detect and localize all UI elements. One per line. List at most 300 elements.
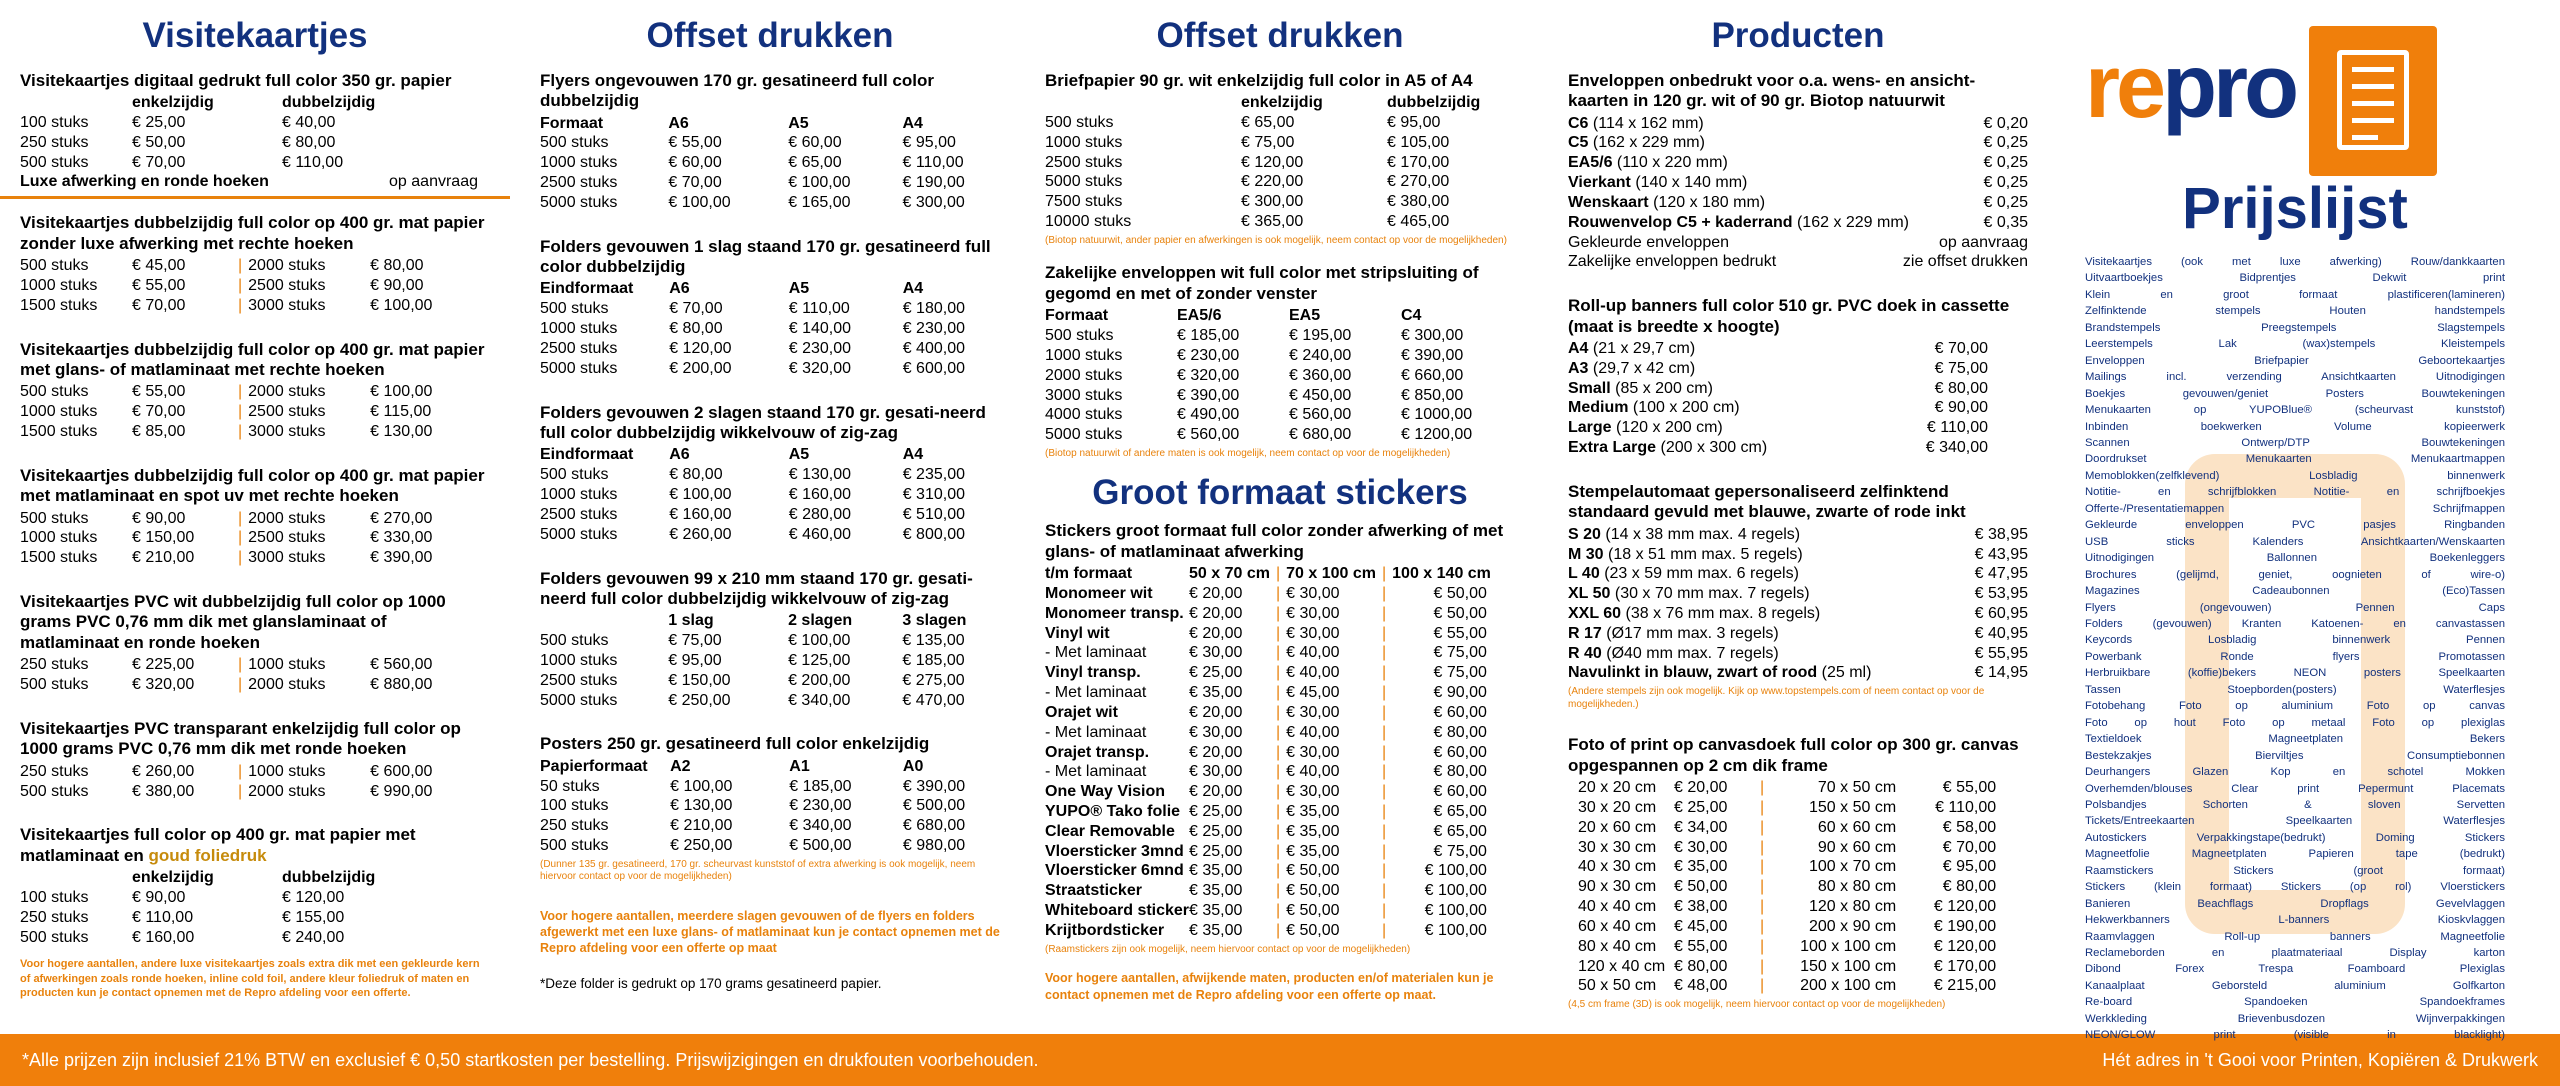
table-cell: Vinyl wit — [1045, 624, 1110, 642]
product-item: Memoblokken(zelfklevend) — [2085, 469, 2220, 482]
column-separator: | — [1760, 977, 1765, 995]
logo-wordmark: repro — [2085, 37, 2296, 137]
table-cell: 5000 stuks — [540, 193, 618, 211]
table-cell: € 45,00 — [1286, 684, 1340, 702]
table-cell: 250 stuks — [20, 762, 89, 780]
table-cell: 3000 stuks — [1045, 386, 1123, 404]
table-cell: 1000 stuks — [540, 486, 618, 504]
product-name: S 20 — [1568, 525, 1601, 543]
product-row — [1568, 359, 2028, 379]
product-item: YUPOBlue® — [2249, 404, 2312, 417]
table-cell: € 50,00 — [1286, 902, 1340, 920]
column-separator: | — [238, 403, 243, 421]
product-item: Menukaartmappen — [2410, 453, 2506, 466]
section-title: Folders gevouwen 1 slag staand 170 gr. gesatineerd full color dubbelzijdig — [540, 236, 991, 277]
table-cell: - Met laminaat — [1045, 723, 1147, 741]
option-line: Zakelijke enveloppen bedrukt zie offset drukken — [1568, 253, 2028, 271]
table-cell: € 58,00 — [1942, 818, 1997, 836]
table-cell: 3000 stuks — [248, 296, 326, 314]
table-cell: € 75,00 — [1433, 644, 1487, 662]
footnote: *Deze folder is gedrukt op 170 grams gesatineerd papier. — [540, 975, 882, 991]
table-cell: 80 x 80 cm — [1817, 878, 1897, 896]
table-cell: 10000 stuks — [1045, 213, 1132, 231]
table-cell: - Met laminaat — [1045, 684, 1147, 702]
table-cell: € 275,00 — [902, 671, 965, 689]
table-cell: € 100,00 — [670, 777, 733, 795]
table-row — [1045, 346, 1501, 366]
table-cell: 40 x 30 cm — [1578, 858, 1657, 876]
column-header: dubbelzijdig — [282, 869, 376, 887]
table-cell: € 70,00 — [132, 296, 186, 314]
product-item: Speelkaarten — [2438, 667, 2506, 680]
column-separator: | — [1275, 842, 1281, 860]
product-list-line — [2085, 961, 2505, 977]
table-cell: € 80,00 — [669, 466, 723, 484]
product-item: Ansichtkaarten — [2321, 371, 2396, 384]
product-row — [1568, 193, 2028, 213]
table-header-row — [540, 445, 1000, 465]
column-header: enkelzijdig — [132, 94, 214, 112]
table-cell: Clear Removable — [1045, 822, 1175, 840]
column-header: dubbelzijdig — [282, 94, 376, 112]
product-item: Stoepborden(posters) — [2227, 683, 2337, 696]
table-cell: Eindformaat — [540, 280, 634, 298]
product-item: Bidprentjes — [2239, 272, 2296, 285]
table-cell: € 120,00 — [1933, 937, 1997, 955]
table-row — [540, 133, 1000, 153]
column-separator: | — [1275, 882, 1281, 900]
table-cell: 1000 stuks — [1045, 346, 1123, 364]
table-cell: 2000 stuks — [248, 782, 326, 800]
table-cell: Formaat — [540, 114, 604, 132]
price-section — [20, 71, 490, 200]
table-cell: € 90,00 — [132, 888, 186, 906]
table-row — [1045, 153, 1507, 173]
table-cell: € 560,00 — [370, 656, 433, 674]
product-item: Bouwtekeningen — [2421, 436, 2506, 449]
table-cell: € 50,00 — [1286, 862, 1340, 880]
product-item: Tassen — [2085, 683, 2121, 696]
column-separator: | — [1382, 703, 1387, 721]
product-spec: (114 x 162 mm) — [1592, 114, 1704, 132]
table-cell: 500 stuks — [20, 676, 89, 694]
small-note: (Andere stempels zijn ook mogelijk. Kijk op www.topstempels.com of neem contact op voor de mogelijkheden.) — [1568, 686, 1985, 710]
table-cell: € 30,00 — [1286, 743, 1340, 761]
price-table — [20, 762, 432, 802]
product-item: Slagstempels — [2437, 321, 2506, 334]
table-cell: € 35,00 — [1286, 842, 1340, 860]
column-separator: | — [238, 676, 243, 694]
product-list-line — [2085, 303, 2505, 319]
product-item: Glazen — [2192, 766, 2229, 779]
table-cell: Vinyl transp. — [1045, 664, 1141, 682]
table-cell: € 170,00 — [1387, 153, 1450, 171]
product-row — [1568, 663, 2028, 683]
small-note: (Dunner 135 gr. gesatineerd, 170 gr. scheurvast kunststof of extra afwerking is ook mogelijk, neem hiervoor contact op voor de mogelijkheden) — [540, 858, 976, 883]
product-list-line — [2085, 945, 2505, 961]
product-item: Kalenders — [2252, 535, 2304, 548]
table-cell: Orajet wit — [1045, 703, 1118, 721]
product-item: Doordrukset — [2085, 453, 2147, 466]
table-cell: € 80,00 — [370, 257, 424, 275]
table-row — [540, 339, 1000, 359]
product-item: Magneetfolie — [2085, 848, 2150, 861]
table-cell: A6 — [669, 446, 690, 464]
product-name: EA5/6 — [1568, 154, 1613, 172]
product-item: Ballonnen — [2266, 552, 2317, 565]
table-cell: YUPO® Tako folie — [1045, 802, 1181, 820]
table-cell: € 190,00 — [1933, 917, 1997, 935]
column-separator: | — [1275, 644, 1281, 662]
table-cell: C4 — [1401, 307, 1422, 325]
table-cell: 1000 stuks — [248, 656, 326, 674]
table-cell: € 30,00 — [1286, 703, 1340, 721]
product-item: Pennen — [2466, 634, 2505, 647]
product-list-line — [2085, 320, 2505, 336]
table-cell: € 150,00 — [132, 529, 195, 547]
table-cell: € 100,00 — [788, 632, 851, 650]
table-cell: € 235,00 — [902, 466, 965, 484]
repro-logo — [2085, 26, 2505, 176]
product-name: Extra Large — [1568, 439, 1657, 457]
product-list-line — [2085, 435, 2505, 451]
price-table — [1045, 93, 1507, 232]
table-cell: € 25,00 — [1674, 798, 1728, 816]
product-list-line — [2085, 600, 2505, 616]
table-cell: € 380,00 — [132, 782, 195, 800]
product-item: Pepermunt — [2358, 782, 2414, 795]
product-item: Kranten — [2241, 617, 2282, 630]
product-item: Ontwerp/DTP — [2241, 436, 2310, 449]
product-item: blacklight) — [2454, 1029, 2506, 1042]
column-separator: | — [1382, 783, 1387, 801]
table-cell: € 110,00 — [788, 300, 850, 318]
table-cell: € 185,00 — [1177, 327, 1240, 345]
table-cell: € 210,00 — [132, 549, 195, 567]
table-cell: € 185,00 — [789, 777, 852, 795]
table-cell: € 200,00 — [669, 359, 732, 377]
product-list-line — [2085, 583, 2505, 599]
price-table — [540, 757, 1000, 856]
price-section — [20, 466, 490, 568]
table-cell: € 185,00 — [902, 651, 965, 669]
column-separator: | — [1382, 624, 1387, 642]
product-price: € 80,00 — [1934, 379, 1988, 397]
table-cell: 5000 stuks — [1045, 426, 1123, 444]
table-cell: 100 x 70 cm — [1809, 858, 1897, 876]
product-item: Re-board — [2085, 996, 2133, 1009]
product-item: Bouwtekeningen — [2421, 387, 2506, 400]
product-list-line — [2085, 550, 2505, 566]
column-separator: | — [1275, 624, 1281, 642]
column-separator: | — [1275, 921, 1281, 939]
product-item: Menukaarten — [2085, 404, 2151, 417]
column-separator: | — [1760, 898, 1765, 916]
table-cell: 200 x 90 cm — [1809, 917, 1897, 935]
table-row — [20, 256, 432, 276]
table-row — [1045, 921, 1491, 941]
table-cell: 2000 stuks — [248, 383, 326, 401]
table-cell: € 135,00 — [902, 632, 965, 650]
product-row — [1568, 545, 2028, 565]
table-cell: A5 — [788, 280, 810, 298]
table-cell: € 250,00 — [670, 837, 733, 855]
product-row — [1568, 173, 2028, 193]
product-spec: (23 x 59 mm max. 6 regels) — [1604, 565, 1799, 583]
table-row — [20, 928, 375, 948]
table-row — [20, 509, 432, 529]
table-cell: € 100,00 — [668, 193, 731, 211]
product-item: Losbladig binnenwerk — [2208, 634, 2391, 647]
table-cell: € 990,00 — [370, 782, 433, 800]
table-cell: € 500,00 — [902, 797, 966, 815]
table-cell: € 95,00 — [1387, 113, 1441, 131]
product-spec: (120 x 200 cm) — [1616, 419, 1723, 437]
product-row — [1568, 398, 2028, 418]
product-price: € 90,00 — [1934, 399, 1988, 417]
table-row — [1045, 584, 1491, 604]
column-separator: | — [1275, 584, 1281, 602]
table-cell: A6 — [668, 114, 689, 132]
product-price: € 0,25 — [1983, 193, 2028, 211]
product-price: € 0,25 — [1983, 154, 2028, 172]
product-spec: (29,7 x 42 cm) — [1592, 359, 1696, 377]
table-cell: € 390,00 — [1401, 346, 1464, 364]
table-cell: 500 stuks — [20, 782, 89, 800]
column-separator: | — [238, 383, 243, 401]
table-cell: € 120,00 — [282, 888, 345, 906]
table-cell: t/m formaat — [1045, 565, 1133, 583]
price-section — [1568, 296, 2028, 458]
table-cell: € 330,00 — [370, 529, 433, 547]
table-cell: A2 — [670, 757, 691, 775]
product-list-line — [2085, 682, 2505, 698]
table-cell: 90 x 60 cm — [1817, 838, 1897, 856]
table-row — [20, 675, 432, 695]
section-heading: Offset drukken — [646, 16, 894, 55]
product-item: Kanaalplaat — [2085, 979, 2145, 992]
table-cell: € 38,00 — [1674, 898, 1728, 916]
table-row — [20, 382, 432, 402]
product-item: Spandoekframes — [2419, 996, 2505, 1009]
product-list-line — [2085, 813, 2505, 829]
table-cell: € 30,00 — [1286, 584, 1340, 602]
product-item: Foamboard — [2347, 963, 2406, 976]
table-row — [1045, 113, 1507, 133]
product-list-line — [2085, 912, 2505, 928]
table-cell: € 50,00 — [1433, 584, 1487, 602]
product-item: Enveloppen — [2085, 354, 2145, 367]
table-row — [20, 782, 432, 802]
table-row — [1045, 133, 1507, 153]
table-row — [1045, 802, 1491, 822]
product-spec: (14 x 38 mm max. 4 regels) — [1605, 525, 1801, 543]
product-spec: (162 x 229 mm) — [1796, 213, 1910, 231]
product-list-line — [2085, 1011, 2505, 1027]
product-list-line — [2085, 353, 2505, 369]
table-cell: 1500 stuks — [20, 549, 98, 567]
product-item: Magneetplaten — [2268, 733, 2344, 746]
product-list-line — [2085, 567, 2505, 583]
product-item: Preegstempels — [2261, 321, 2337, 334]
table-cell: € 25,00 — [1189, 842, 1243, 860]
table-row — [20, 422, 432, 442]
column-separator: | — [1382, 902, 1387, 920]
table-cell: 500 stuks — [20, 153, 89, 171]
table-cell: € 20,00 — [1189, 783, 1243, 801]
table-row — [540, 153, 1000, 173]
table-cell: Monomeer transp. — [1045, 604, 1184, 622]
product-list-line — [2085, 451, 2505, 467]
product-item: (groot — [2353, 864, 2383, 877]
section-title: Stempelautomaat gepersonaliseerd zelfinktend standaard gevuld met blauwe, zwarte of rode inkt — [1568, 481, 1966, 522]
column-producten — [1568, 18, 2028, 1036]
table-cell: € 560,00 — [1289, 406, 1352, 424]
product-list-line — [2085, 287, 2505, 303]
column-separator: | — [1382, 822, 1387, 840]
table-cell: € 390,00 — [1177, 386, 1240, 404]
table-cell: 1000 stuks — [1045, 133, 1123, 151]
table-row — [20, 402, 432, 422]
table-cell: € 48,00 — [1674, 977, 1728, 995]
table-cell: € 30,00 — [1286, 604, 1340, 622]
table-cell: 4000 stuks — [1045, 406, 1123, 424]
product-item: plastificeren(lamineren) — [2387, 288, 2505, 301]
product-item: Notitie- en schrijfblokken — [2085, 486, 2277, 499]
table-cell: € 230,00 — [789, 797, 852, 815]
table-cell: € 65,00 — [788, 154, 842, 172]
table-cell: € 600,00 — [370, 762, 433, 780]
table-row — [20, 133, 375, 153]
table-cell: 3000 stuks — [248, 422, 326, 440]
table-cell: € 25,00 — [132, 113, 186, 131]
contact-note: Voor hogere aantallen, andere luxe visitekaartjes zoals extra dik met een gekleurde kern of afwerkingen zoals ronde hoeken, inline cold foil, andere kleur foliedruk of maten en producten kun je contact opnemen met de Repro afdeling voor een offerte. — [20, 958, 480, 1000]
product-item: Raamvlaggen — [2085, 930, 2155, 943]
product-item: Magneetfolie — [2440, 930, 2505, 943]
table-row — [1045, 366, 1501, 386]
product-list-line — [2085, 270, 2505, 286]
table-cell: 100 stuks — [540, 797, 609, 815]
product-item: Raamstickers — [2085, 864, 2154, 877]
table-cell: € 130,00 — [370, 422, 433, 440]
section-title: Stickers groot formaat full color zonder afwerking of met glans- of matlaminaat afwerking — [1045, 521, 1504, 561]
section-title: Roll-up banners full color 510 gr. PVC doek in cassette (maat is breedte x hoogte) — [1568, 296, 2010, 336]
product-row — [1568, 153, 2028, 173]
price-section — [1045, 263, 1515, 460]
table-cell: 30 x 30 cm — [1578, 838, 1657, 856]
price-table — [20, 509, 432, 568]
product-item: Golfkarton — [2452, 979, 2506, 992]
table-cell: € 30,00 — [1189, 723, 1243, 741]
product-item: Stickers (op rol) — [2280, 881, 2412, 894]
table-row — [540, 505, 1000, 525]
product-item: Katoenen- en canvastassen — [2311, 617, 2506, 630]
table-cell: € 230,00 — [788, 339, 852, 357]
table-row — [1045, 624, 1491, 644]
product-item: Bierviltjes — [2255, 749, 2304, 762]
column-separator: | — [1382, 644, 1387, 662]
table-cell: € 50,00 — [1433, 604, 1487, 622]
product-price: € 60,95 — [1974, 605, 2028, 622]
column-separator: | — [1760, 798, 1765, 816]
table-cell: € 490,00 — [1177, 406, 1240, 424]
table-cell: € 25,00 — [1189, 664, 1243, 682]
product-name: L 40 — [1568, 565, 1600, 583]
table-cell: € 470,00 — [902, 691, 965, 709]
product-list-line — [2085, 715, 2505, 731]
product-item: formaat — [2299, 288, 2338, 301]
table-cell: 2500 stuks — [540, 339, 618, 357]
section-title: Visitekaartjes dubbelzijdig full color op 400 gr. mat papier met matlaminaat en spot uv met rechte hoeken — [20, 465, 485, 506]
product-item: Verpakkingstape(bedrukt) — [2196, 831, 2326, 844]
table-cell: 5000 stuks — [1045, 173, 1123, 191]
table-row — [540, 651, 1000, 671]
price-section — [1568, 735, 2028, 1011]
table-cell: € 80,00 — [1942, 878, 1997, 896]
product-list-line — [2085, 534, 2505, 550]
table-cell: € 25,00 — [1189, 802, 1243, 820]
table-cell: € 210,00 — [670, 817, 733, 835]
table-cell: 100 x 140 cm — [1392, 565, 1491, 583]
product-name: Wenskaart — [1568, 193, 1649, 211]
table-cell: 1500 stuks — [20, 422, 98, 440]
product-list-line — [2085, 698, 2505, 714]
table-cell: 100 x 100 cm — [1800, 937, 1897, 955]
table-cell: € 20,00 — [1674, 779, 1728, 797]
table-cell: € 100,00 — [788, 174, 851, 192]
table-cell: € 100,00 — [1424, 902, 1487, 920]
table-cell: 60 x 40 cm — [1578, 917, 1657, 935]
option-line: Luxe afwerking en ronde hoeken op aanvraag — [20, 173, 478, 191]
table-cell: One Way Vision — [1045, 783, 1166, 801]
table-cell: 1000 stuks — [540, 651, 618, 669]
table-row — [540, 671, 1000, 691]
product-item: Flyers (ongevouwen) — [2085, 601, 2272, 614]
table-row — [20, 655, 432, 675]
table-cell: € 195,00 — [1289, 327, 1352, 345]
product-item: Klein — [2085, 288, 2111, 301]
column-separator: | — [238, 529, 243, 547]
table-cell: € 55,00 — [1433, 624, 1487, 642]
product-price: € 53,95 — [1974, 585, 2028, 603]
table-cell: € 680,00 — [902, 817, 966, 835]
table-row — [1578, 957, 2000, 977]
product-row — [1568, 604, 2028, 624]
product-item: Notitie- en schrijfboekjes — [2313, 486, 2505, 499]
table-cell: € 180,00 — [902, 300, 965, 318]
table-cell: 30 x 20 cm — [1578, 798, 1657, 816]
product-item: stempels — [2215, 305, 2261, 318]
column-separator: | — [1382, 664, 1387, 682]
table-cell: 500 stuks — [540, 466, 609, 484]
table-row — [1578, 937, 2000, 957]
table-row — [1045, 212, 1507, 232]
section-title: Flyers ongevouwen 170 gr. gesatineerd full color dubbelzijdig — [540, 70, 934, 111]
product-item: Forex — [2175, 963, 2205, 976]
table-cell: € 270,00 — [370, 509, 433, 527]
product-item: Herbruikbare (koffie)bekers — [2085, 667, 2257, 680]
table-cell: 2500 stuks — [540, 505, 618, 523]
table-cell: € 160,00 — [669, 505, 732, 523]
table-cell: 20 x 20 cm — [1578, 779, 1657, 797]
table-cell: € 600,00 — [902, 359, 965, 377]
table-cell: € 260,00 — [669, 525, 732, 543]
table-row — [1578, 798, 2000, 818]
table-row — [20, 762, 432, 782]
product-list-line — [2085, 254, 2505, 270]
table-cell: € 65,00 — [1433, 802, 1487, 820]
column-separator: | — [238, 276, 243, 294]
